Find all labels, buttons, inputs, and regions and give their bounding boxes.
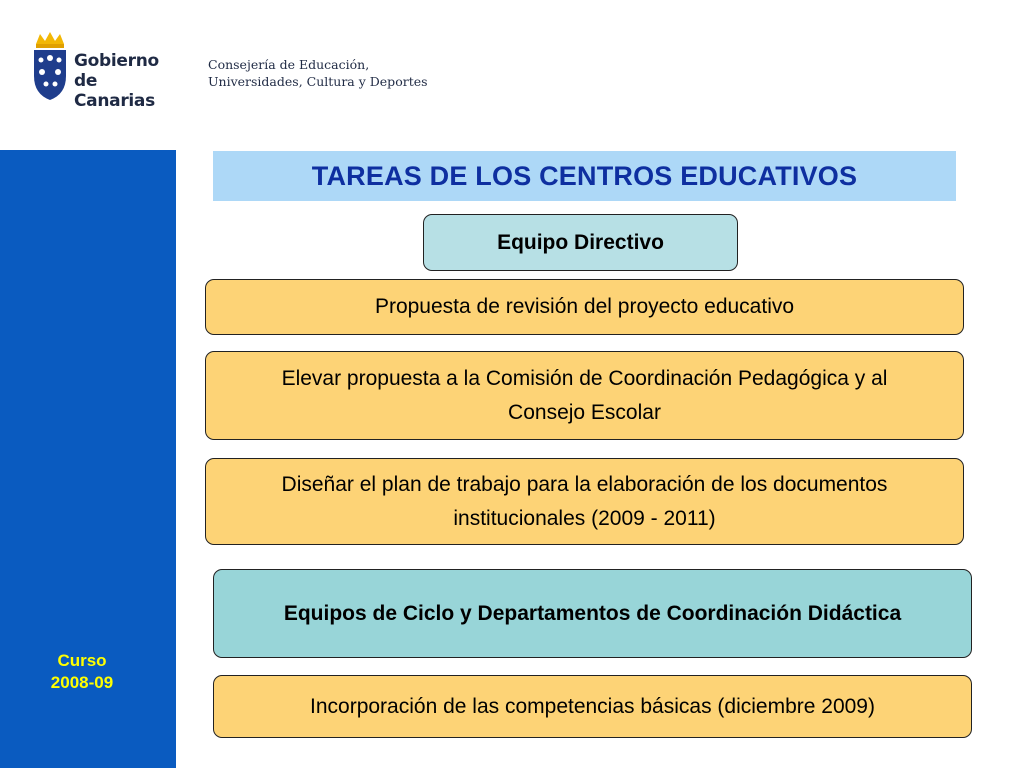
equipos-ciclo-heading: Equipos de Ciclo y Departamentos de Coordinación Didáctica — [283, 601, 902, 625]
consejeria-line-2: Universidades, Cultura y Deportes — [208, 74, 428, 89]
task-box-competencias — [213, 675, 972, 738]
task-text: Propuesta de revisión del proyecto educativo — [374, 295, 795, 318]
equipo-directivo-heading-box — [423, 214, 738, 271]
task-text: Diseñar el plan de trabajo para la elaboración de los documentos institucionales (2009 - 2011) — [281, 472, 888, 530]
curso-label — [0, 650, 164, 694]
equipos-ciclo-heading-box — [213, 569, 972, 658]
gobierno-canarias-logo — [30, 30, 180, 111]
consejeria-text — [208, 56, 428, 90]
slide-title-band — [213, 151, 956, 201]
logo-text-gobierno: Gobierno — [74, 51, 159, 71]
task-text: Incorporación de las competencias básicas (diciembre 2009) — [310, 694, 875, 718]
slide-title: TAREAS DE LOS CENTROS EDUCATIVOS — [311, 160, 858, 191]
curso-word: Curso — [57, 651, 107, 670]
task-box-disenar — [205, 458, 964, 545]
crown-shield-icon — [30, 30, 70, 102]
equipo-directivo-heading: Equipo Directivo — [497, 230, 664, 254]
task-box-revision — [205, 279, 964, 335]
task-text: Elevar propuesta a la Comisión de Coordinación Pedagógica y al Consejo Escolar — [281, 366, 888, 424]
task-box-elevar — [205, 351, 964, 440]
consejeria-line-1: Consejería de Educación, — [208, 57, 370, 72]
curso-year: 2008-09 — [50, 673, 114, 692]
logo-text-canarias: de Canarias — [74, 71, 155, 111]
